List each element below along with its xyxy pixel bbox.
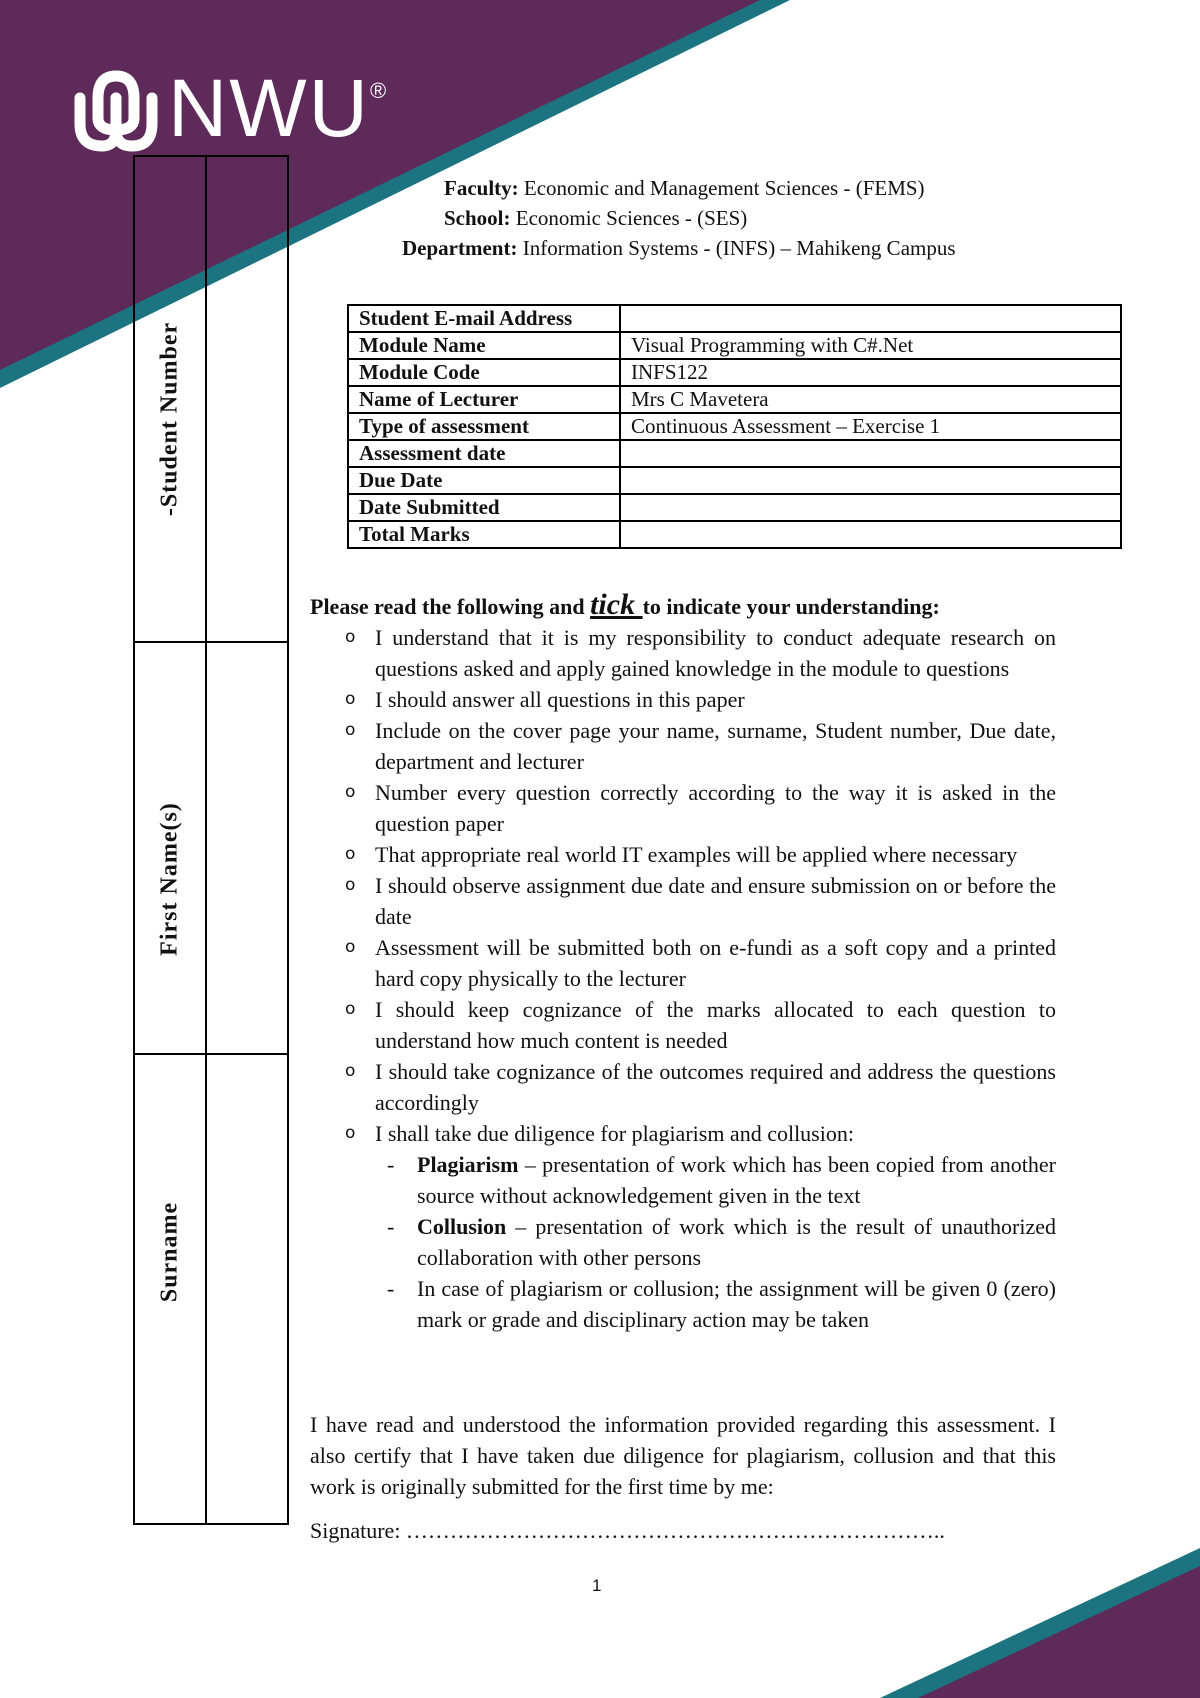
info-table-row xyxy=(348,332,1121,359)
declaration-statement: I have read and understood the information provided regarding this assessment. I also certify that I have taken due diligence for plagiarism, collusion and that this work is originally submitted for the first time by me: xyxy=(310,1412,1056,1499)
instruction-text: That appropriate real world IT examples will be applied where necessary xyxy=(375,842,1018,867)
diligence-subitem xyxy=(387,1273,1056,1335)
info-table-row xyxy=(348,521,1121,548)
department-value: Information Systems - (INFS) – Mahikeng Campus xyxy=(517,236,956,260)
instructions-intro xyxy=(310,588,940,622)
diligence-subitem xyxy=(387,1149,1056,1211)
dash-icon: - xyxy=(387,1214,395,1239)
subitem-text: – presentation of work which has been copied from another source without acknowledgement given in the text xyxy=(417,1152,1056,1208)
info-table-row xyxy=(348,305,1121,332)
instruction-text: I understand that it is my responsibility to conduct adequate research on questions asked and apply gained knowledge in the module to questions xyxy=(375,625,1056,681)
bullet-icon: o xyxy=(345,782,356,802)
info-value-cell[interactable]: INFS122 xyxy=(620,359,1121,386)
info-value-cell[interactable] xyxy=(620,440,1121,467)
bullet-icon: o xyxy=(345,844,356,864)
info-label-cell: Date Submitted xyxy=(348,494,620,521)
instruction-text: I shall take due diligence for plagiarism and collusion: xyxy=(375,1121,854,1146)
info-value-cell[interactable] xyxy=(620,305,1121,332)
department-label: Department: xyxy=(402,236,518,260)
bullet-icon: o xyxy=(345,875,356,895)
student-number-label: -Student Number xyxy=(156,321,183,517)
instruction-item xyxy=(345,839,1056,870)
instruction-text: I should keep cognizance of the marks allocated to each question to understand how much content is needed xyxy=(375,997,1056,1053)
department-line xyxy=(402,236,956,261)
subitem-term: Collusion xyxy=(417,1214,507,1239)
instruction-item xyxy=(345,994,1056,1056)
faculty-value: Economic and Management Sciences - (FEMS) xyxy=(518,176,925,200)
nwu-logo xyxy=(70,63,400,158)
instruction-text: I should observe assignment due date and ensure submission on or before the date xyxy=(375,873,1056,929)
registered-mark: ® xyxy=(370,78,387,103)
bullet-icon: o xyxy=(345,627,356,647)
dash-icon: - xyxy=(387,1152,395,1177)
instruction-text: Include on the cover page your name, surname, Student number, Due date, department and lecturer xyxy=(375,718,1056,774)
subitem-text: In case of plagiarism or collusion; the assignment will be given 0 (zero) mark or grade and disciplinary action may be taken xyxy=(417,1276,1056,1332)
instruction-text: I should answer all questions in this paper xyxy=(375,687,745,712)
info-table-row xyxy=(348,359,1121,386)
bullet-icon: o xyxy=(345,999,356,1019)
school-value: Economic Sciences - (SES) xyxy=(510,206,748,230)
instruction-item xyxy=(345,932,1056,994)
instruction-item xyxy=(345,1056,1056,1118)
instruction-item xyxy=(345,684,1056,715)
info-value-cell[interactable]: Continuous Assessment – Exercise 1 xyxy=(620,413,1121,440)
school-label: School: xyxy=(444,206,511,230)
school-line xyxy=(444,206,747,231)
info-table-row xyxy=(348,413,1121,440)
student-details-box xyxy=(133,155,289,1525)
info-label-cell: Name of Lecturer xyxy=(348,386,620,413)
instruction-text: I should take cognizance of the outcomes required and address the questions accordingly xyxy=(375,1059,1056,1115)
info-value-cell[interactable] xyxy=(620,521,1121,548)
info-label-cell: Module Name xyxy=(348,332,620,359)
signature-line: Signature: ……………………………………………………………….. xyxy=(310,1518,945,1543)
diligence-subitem xyxy=(387,1211,1056,1273)
bullet-icon: o xyxy=(345,1061,356,1081)
info-label-cell: Assessment date xyxy=(348,440,620,467)
side-row-divider xyxy=(135,641,287,643)
info-value-cell[interactable]: Visual Programming with C#.Net xyxy=(620,332,1121,359)
info-label-cell: Due Date xyxy=(348,467,620,494)
intro-tick-word: tick xyxy=(590,588,643,621)
intro-text-after: to indicate your understanding: xyxy=(642,594,940,619)
side-divider xyxy=(205,157,207,1523)
info-label-cell: Module Code xyxy=(348,359,620,386)
instructions-list xyxy=(345,622,1056,1335)
subitem-text: – presentation of work which is the result of unauthorized collaboration with other persons xyxy=(417,1214,1056,1270)
instruction-item xyxy=(345,870,1056,932)
instruction-item xyxy=(345,715,1056,777)
intro-text-before: Please read the following and xyxy=(310,594,591,619)
dash-icon: - xyxy=(387,1276,395,1301)
instruction-text: Number every question correctly according to the way it is asked in the question paper xyxy=(375,780,1056,836)
logo-wordmark: NWU xyxy=(168,63,370,154)
instruction-text: Assessment will be submitted both on e-fundi as a soft copy and a printed hard copy physically to the lecturer xyxy=(375,935,1056,991)
side-row-divider xyxy=(135,1053,287,1055)
faculty-label: Faculty: xyxy=(444,176,519,200)
info-label-cell: Student E-mail Address xyxy=(348,305,620,332)
info-value-cell[interactable]: Mrs C Mavetera xyxy=(620,386,1121,413)
bullet-icon: o xyxy=(345,720,356,740)
assessment-info-table xyxy=(347,304,1122,549)
info-label-cell: Type of assessment xyxy=(348,413,620,440)
info-value-cell[interactable] xyxy=(620,494,1121,521)
info-table-row xyxy=(348,467,1121,494)
diligence-sublist xyxy=(387,1149,1056,1335)
instruction-item xyxy=(345,777,1056,839)
bullet-icon: o xyxy=(345,689,356,709)
info-table-row xyxy=(348,440,1121,467)
faculty-line xyxy=(444,176,925,201)
first-names-label: First Name(s) xyxy=(156,802,183,956)
page-number: 1 xyxy=(592,1576,602,1595)
bullet-icon: o xyxy=(345,1123,356,1143)
instruction-item xyxy=(345,1118,1056,1335)
info-label-cell: Total Marks xyxy=(348,521,620,548)
info-table-row xyxy=(348,494,1121,521)
bullet-icon: o xyxy=(345,937,356,957)
subitem-term: Plagiarism xyxy=(417,1152,519,1177)
surname-label: Surname xyxy=(156,1201,183,1303)
info-table-row xyxy=(348,386,1121,413)
instruction-item xyxy=(345,622,1056,684)
info-value-cell[interactable] xyxy=(620,467,1121,494)
nwu-emblem-icon xyxy=(70,68,162,154)
